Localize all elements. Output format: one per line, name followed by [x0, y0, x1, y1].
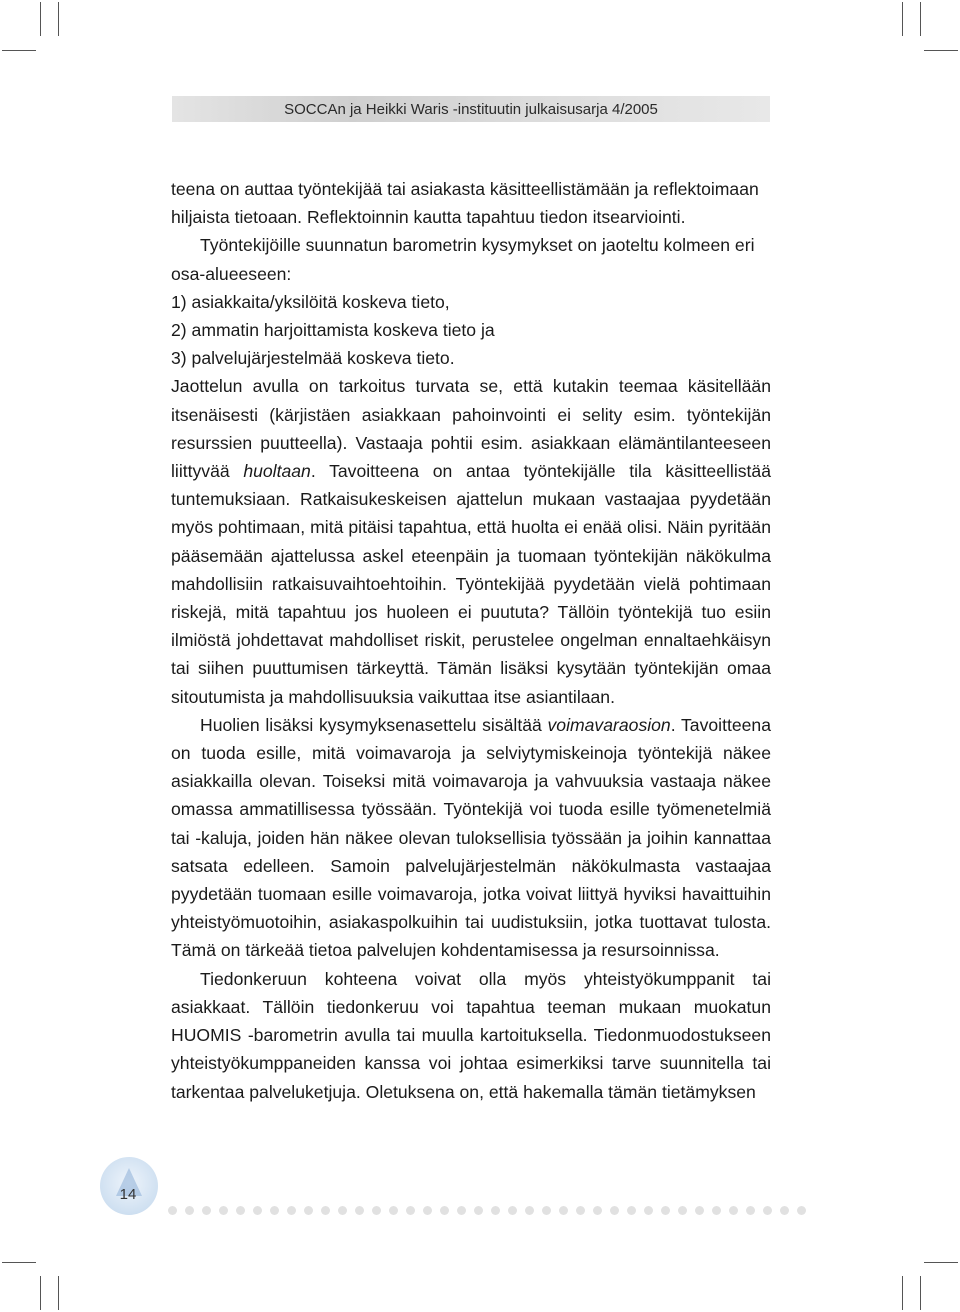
dot	[576, 1206, 585, 1215]
dot	[474, 1206, 483, 1215]
dot	[355, 1206, 364, 1215]
emphasis: voimavaraosion	[547, 714, 671, 735]
running-header: SOCCAn ja Heikki Waris -instituutin julkaisusarja 4/2005	[284, 100, 658, 118]
page-number: 14	[119, 1186, 137, 1203]
dot	[712, 1206, 721, 1215]
dot	[661, 1206, 670, 1215]
dot	[440, 1206, 449, 1215]
dot	[168, 1206, 177, 1215]
dot	[321, 1206, 330, 1215]
emphasis: huoltaan	[243, 461, 311, 482]
crop-mark	[924, 50, 958, 51]
dot	[202, 1206, 211, 1215]
dot	[253, 1206, 262, 1215]
dot	[457, 1206, 466, 1215]
dot	[627, 1206, 636, 1215]
dot	[678, 1206, 687, 1215]
crop-mark	[40, 1276, 41, 1310]
paragraph-text: . Tavoitteena on tuoda esille, mitä voimavaroja ja selviytymiskeinoja työntekijä näkee asiakkailla olevan. Toiseksi mitä voimavaroja ja vahvuuksia vastaaja näkee omassa ammatillisessa työssään. Työntekijä voi tuoda esille työmenetelmiä tai -kaluja, joiden hän näkee olevan tuloksellisia työssään ja joihin kannattaa satsata edelleen. Samoin palvelujärjestelmän näkökulmasta vastaajaa pyydetään tuomaan esille voimavaroja, jotka voivat liittyä hyviksi havaittuihin yhteistyömuotoihin, asiakaspolkuihin tai uudistuksiin, jotka tuottavat tulosta. Tämä on tärkeää tietoa palvelujen kohdentamisessa ja resursoinnissa.	[171, 714, 771, 961]
dot	[797, 1206, 806, 1215]
dot	[236, 1206, 245, 1215]
dot	[185, 1206, 194, 1215]
dot	[270, 1206, 279, 1215]
list-item: 1) asiakkaita/yksilöitä koskeva tieto,	[171, 291, 450, 312]
crop-mark	[58, 1276, 59, 1310]
dot	[372, 1206, 381, 1215]
dot	[525, 1206, 534, 1215]
dot	[542, 1206, 551, 1215]
dot	[644, 1206, 653, 1215]
dot	[338, 1206, 347, 1215]
dot	[219, 1206, 228, 1215]
body-text	[171, 175, 771, 1106]
paragraph	[171, 372, 771, 710]
dot	[491, 1206, 500, 1215]
crop-mark	[2, 1262, 36, 1263]
dot	[423, 1206, 432, 1215]
dot	[389, 1206, 398, 1215]
crop-mark	[40, 2, 41, 36]
paragraph-continued	[171, 175, 771, 231]
crop-mark	[2, 50, 36, 51]
paragraph-text: Jaottelun avulla on tarkoitus turvata se, että kutakin teemaa käsitellään itsenäisesti (kärjistäen asiakkaan pahoinvointi ei selity esim. työntekijän resurssien puutteella). Vastaaja pohtii esim. asiakkaan elämäntilanteeseen liittyvää	[171, 376, 771, 482]
paragraph: Työntekijöille suunnatun barometrin kysymykset on jaoteltu kolmeen eri osa-alueeseen:	[171, 235, 755, 284]
dot	[729, 1206, 738, 1215]
crop-mark	[902, 1276, 903, 1310]
crop-mark	[920, 1276, 921, 1310]
dot	[593, 1206, 602, 1215]
text-line: teena on auttaa työntekijää tai asiakasta käsitteellistämään ja reflektoimaan	[171, 179, 759, 199]
dot	[304, 1206, 313, 1215]
crop-mark	[58, 2, 59, 36]
paragraph: Tiedonkeruun kohteena voivat olla myös yhteistyökumppanit tai asiakkaat. Tällöin tiedonkeruu voi tapahtua teeman mukaan muokatun HUOMIS -barometrin avulla tai muulla kartoituksella. Tiedonmuodostukseen yhteistyökumppaneiden kanssa voi johtaa esimerkiksi tarve suunnitella tai tarkentaa palveluketjuja. Oletuksena on, että hakemalla tämän tietämyksen	[171, 968, 771, 1102]
paragraph-text: . Tavoitteena on antaa työntekijälle tila käsitteellistää tuntemuksiaan. Ratkaisukeskeisen ajattelun mukaan vastaajaa pyydetään myös pohtimaan, mitä pitäisi tapahtua, että huolta ei enää olisi. Näin pyritään pääsemään ajattelussa askel eteenpäin ja tuomaan työntekijän näkökulma mahdollisiin ratkaisuvaihtoehtoihin. Työntekijää pyydetään vielä pohtimaan riskejä, mitä tapahtuu jos huoleen ei puututa? Tällöin työntekijä tuo esiin ilmiöstä johdettavat mahdolliset riskit, perustelee ongelman ennaltaehkäisyn tai siihen puuttumisen tärkeyttä. Tämän lisäksi kysytään työntekijän omaa sitoutumista ja mahdollisuuksia vaikuttaa itse asiantilaan.	[171, 461, 771, 707]
list-item: 2) ammatin harjoittamista koskeva tieto ja	[171, 320, 495, 341]
list-item: 3) palvelujärjestelmää koskeva tieto.	[171, 348, 455, 369]
crop-mark	[902, 2, 903, 36]
paragraph-text: Huolien lisäksi kysymyksenasettelu sisältää	[200, 714, 548, 735]
crop-mark	[924, 1262, 958, 1263]
dot	[610, 1206, 619, 1215]
text-line: hiljaista tietoaan. Reflektoinnin kautta tapahtuu tiedon itsearviointi.	[171, 207, 686, 228]
dot	[508, 1206, 517, 1215]
dot	[763, 1206, 772, 1215]
dot	[559, 1206, 568, 1215]
dot	[780, 1206, 789, 1215]
dot	[695, 1206, 704, 1215]
footer-dot-rule	[168, 1204, 818, 1216]
paragraph	[171, 711, 771, 965]
dot	[287, 1206, 296, 1215]
dot	[746, 1206, 755, 1215]
crop-mark	[920, 2, 921, 36]
dot	[406, 1206, 415, 1215]
